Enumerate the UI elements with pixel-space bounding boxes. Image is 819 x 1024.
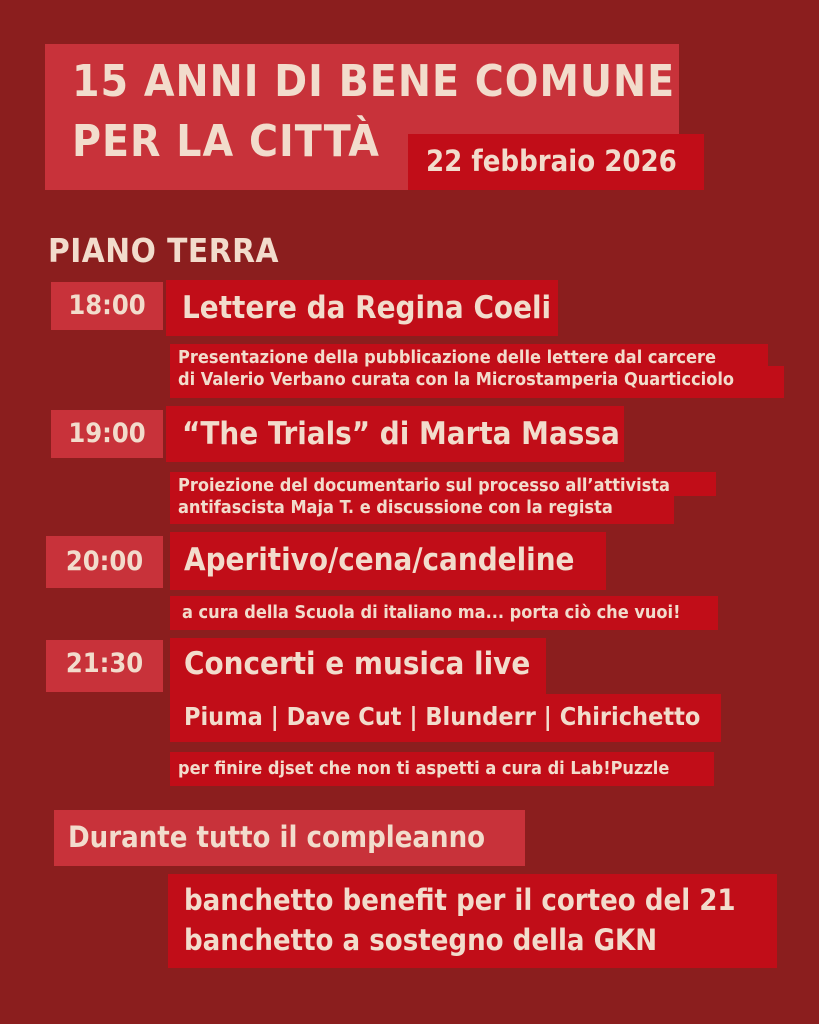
event-desc-line: antifascista Maja T. e discussione con la regista: [178, 497, 613, 518]
section-heading: PIANO TERRA: [48, 231, 279, 270]
event-desc-line: Proiezione del documentario sul processo all’attivista: [178, 475, 670, 496]
event-title: Lettere da Regina Coeli: [182, 290, 552, 326]
event-desc-line: per finire djset che non ti aspetti a cura di Lab!Puzzle: [178, 758, 670, 779]
event-time: 19:00: [68, 418, 146, 449]
event-time: 21:30: [65, 648, 144, 679]
event-time: 20:00: [65, 546, 144, 577]
title-line-2: PER LA CITTÀ: [72, 116, 380, 167]
event-date: 22 febbraio 2026: [426, 144, 677, 178]
all-day-title: Durante tutto il compleanno: [68, 820, 486, 854]
event-time: 18:00: [68, 290, 146, 321]
event-desc-line: di Valerio Verbano curata con la Microstamperia Quarticciolo: [178, 369, 735, 390]
all-day-item: banchetto benefit per il corteo del 21: [184, 883, 736, 917]
event-desc-line: Presentazione della pubblicazione delle lettere dal carcere: [178, 347, 716, 368]
event-desc-line: a cura della Scuola di italiano ma... porta ciò che vuoi!: [182, 602, 681, 623]
event-title: Aperitivo/cena/candeline: [184, 542, 575, 578]
title-line-1: 15 ANNI DI BENE COMUNE: [72, 56, 676, 107]
all-day-item: banchetto a sostegno della GKN: [184, 923, 658, 957]
event-title: Concerti e musica live: [184, 646, 531, 682]
event-title: “The Trials” di Marta Massa: [182, 416, 620, 452]
event-lineup: Piuma | Dave Cut | Blunderr | Chirichetto: [184, 702, 701, 731]
